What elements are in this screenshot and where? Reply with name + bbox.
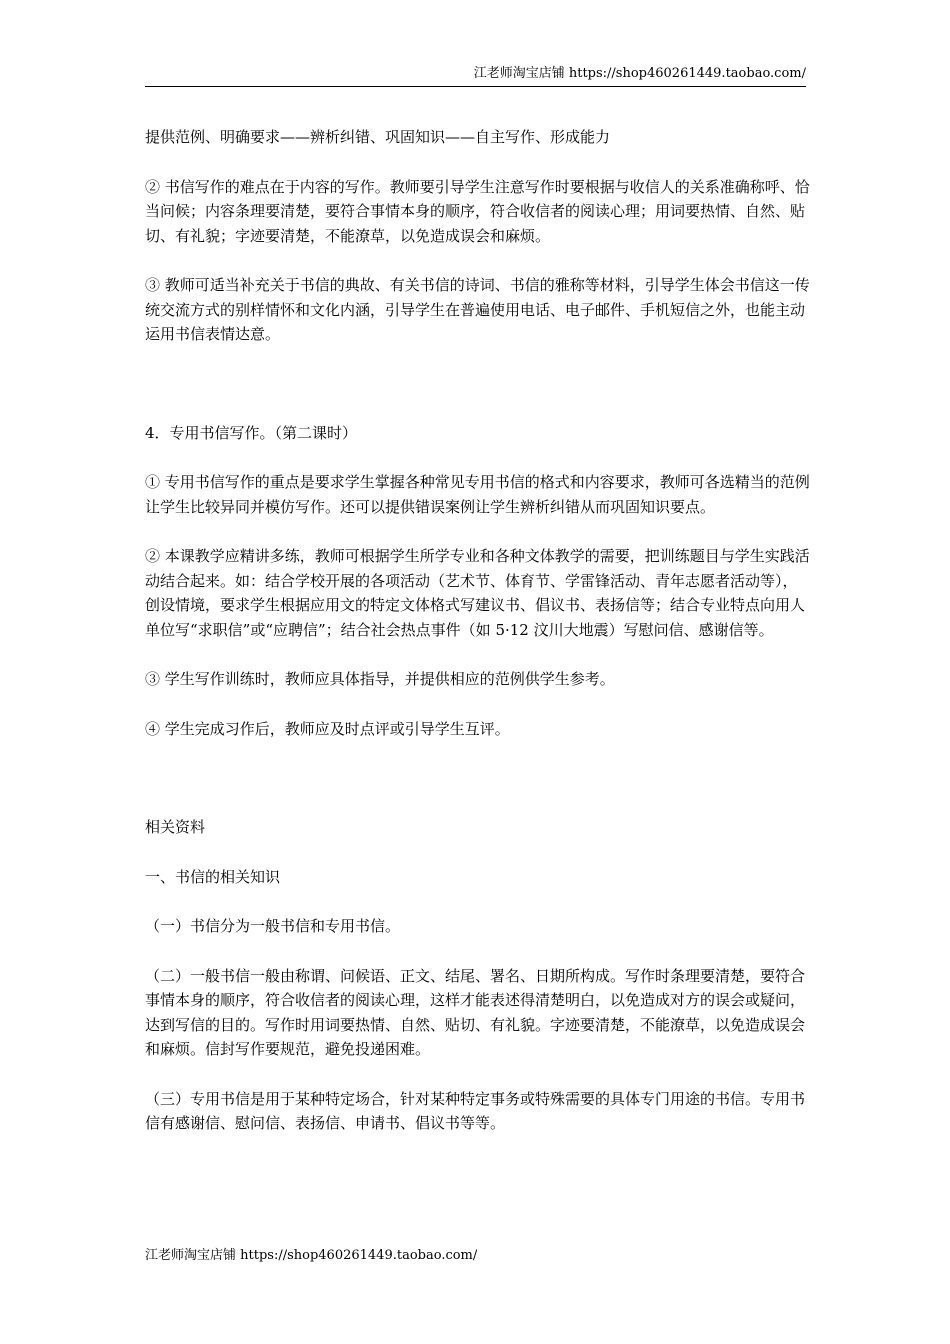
- paragraph-peer-review: ④ 学生完成习作后，教师应及时点评或引导学生互评。: [145, 719, 510, 738]
- paragraph-practice-activities: ② 本课教学应精讲多练，教师可根据学生所学专业和各种文体教学的需要，把训练题目与学生实践活动结合起来。如：结合学校开展的各项活动（艺术节、体育节、学雷锋活动、青年志愿者活动等），创设情境，要求学生根据应用文的特定文体格式写建议书、倡议书、表扬信等；结合专业特点向用人单位写“求职信”或“应聘信”；结合社会热点事件（如 5·12 汶川大地震）写慰问信、感谢信等。: [145, 547, 810, 639]
- footer-shop-link[interactable]: 江老师淘宝店铺 https://shop460261449.taobao.com/: [145, 1248, 478, 1263]
- section-heading-special-letters: 4．专用书信写作。（第二课时）: [145, 423, 358, 442]
- subheading-letter-knowledge: 一、书信的相关知识: [145, 867, 281, 886]
- paragraph-general-letters: （二）一般书信一般由称谓、问候语、正文、结尾、署名、日期所构成。写作时条理要清楚，要符合事情本身的顺序，符合收信者的阅读心理，这样才能表述得清楚明白，以免造成对方的误会或疑问，达到写信的目的。写作时用词要热情、自然、贴切、有礼貌。字迹要清楚，不能潦草，以免造成误会和麻烦。信封写作要规范，避免投递困难。: [145, 966, 806, 1058]
- header-shop-link[interactable]: 江老师淘宝店铺 https://shop460261449.taobao.com/: [473, 66, 806, 81]
- page-footer: [145, 1248, 477, 1264]
- document-body: [145, 125, 810, 1136]
- page-header: [145, 66, 806, 87]
- paragraph-special-letter-focus: ① 专用书信写作的重点是要求学生掌握各种常见专用书信的格式和内容要求，教师可各选精当的范例让学生比较异同并模仿写作。还可以提供错误案例让学生辨析纠错从而巩固知识要点。: [145, 473, 810, 516]
- section-heading-references: 相关资料: [145, 818, 206, 836]
- paragraph-letter-supplement: ③ 教师可适当补充关于书信的典故、有关书信的诗词、书信的雅称等材料，引导学生体会书信这一传统交流方式的别样情怀和文化内涵，引导学生在普遍使用电话、电子邮件、手机短信之外，也能主动运用书信表情达意。: [145, 276, 810, 343]
- paragraph-writing-guidance: ③ 学生写作训练时，教师应具体指导，并提供相应的范例供学生参考。: [145, 670, 615, 688]
- paragraph-letter-difficulty: ② 书信写作的难点在于内容的写作。教师要引导学生注意写作时要根据与收信人的关系准确称呼、恰当问候；内容条理要清楚，要符合事情本身的顺序，符合收信者的阅读心理；用词要热情、自然、贴切、有礼貌；字迹要清楚，不能潦草，以免造成误会和麻烦。: [145, 177, 810, 245]
- paragraph-teaching-steps: 提供范例、明确要求——辨析纠错、巩固知识——自主写作、形成能力: [145, 128, 611, 146]
- paragraph-letter-types: （一）书信分为一般书信和专用书信。: [145, 917, 401, 935]
- paragraph-special-letters: （三）专用书信是用于某种特定场合，针对某种特定事务或特殊需要的具体专门用途的书信。专用书信有感谢信、慰问信、表扬信、申请书、倡议书等等。: [145, 1089, 806, 1132]
